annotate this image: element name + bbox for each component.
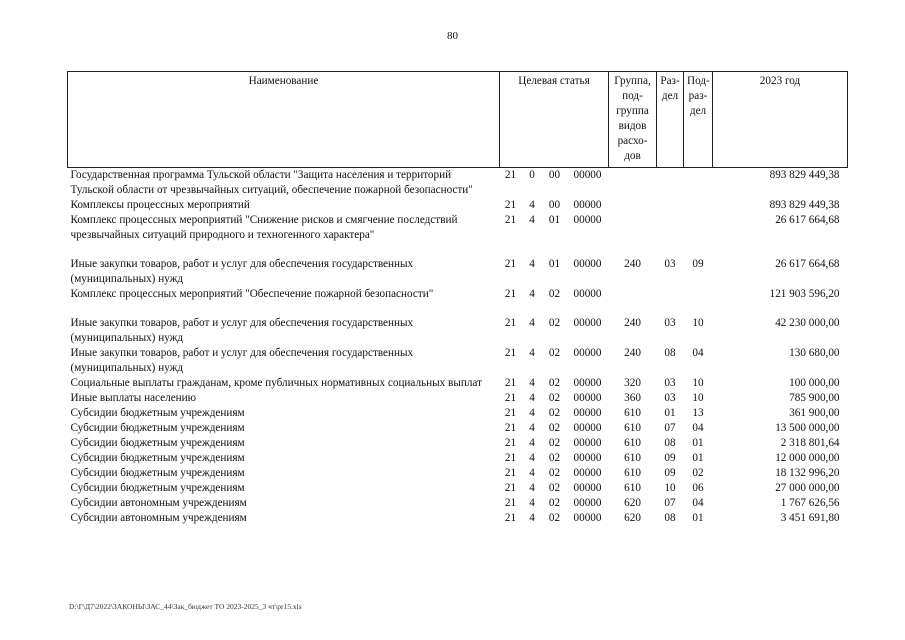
row-name: Иные выплаты населению bbox=[70, 392, 196, 404]
target-article-direction: 00000 bbox=[573, 377, 602, 389]
target-article-type: 0 bbox=[529, 169, 535, 181]
expense-group bbox=[609, 287, 657, 302]
target-article-direction: 00000 bbox=[573, 482, 602, 494]
expense-group: 620 bbox=[624, 512, 641, 524]
row-name: Комплексы процессных мероприятий bbox=[70, 199, 250, 211]
row-name: Субсидии бюджетным учреждениям bbox=[70, 407, 245, 419]
page-number: 80 bbox=[447, 30, 458, 42]
target-article-direction: 00000 bbox=[573, 437, 602, 449]
expense-group: 620 bbox=[624, 497, 641, 509]
header-group: Группа, под- группа видов расхо- дов bbox=[609, 72, 657, 168]
table-row bbox=[68, 287, 848, 302]
amount-2023: 1 767 626,56 bbox=[780, 497, 840, 509]
table-row bbox=[68, 436, 848, 451]
amount-2023: 130 680,00 bbox=[789, 347, 840, 359]
target-article-direction: 00000 bbox=[573, 214, 602, 226]
target-article-event: 02 bbox=[548, 392, 561, 404]
section-code: 09 bbox=[664, 452, 676, 464]
target-article-event: 00 bbox=[548, 169, 561, 181]
target-article-direction: 00000 bbox=[573, 452, 602, 464]
target-article-program: 21 bbox=[504, 288, 517, 300]
target-article-event: 02 bbox=[548, 452, 561, 464]
amount-2023: 2 318 801,64 bbox=[780, 437, 840, 449]
section-code bbox=[657, 198, 684, 213]
target-article-type: 4 bbox=[529, 497, 535, 509]
target-article-type: 4 bbox=[529, 422, 535, 434]
expense-group: 320 bbox=[624, 377, 641, 389]
section-code: 03 bbox=[664, 317, 676, 329]
target-article-program: 21 bbox=[504, 377, 517, 389]
table-header-row bbox=[68, 72, 848, 168]
target-article-event: 02 bbox=[548, 347, 561, 359]
target-article-event: 00 bbox=[548, 199, 561, 211]
target-article-program: 21 bbox=[504, 169, 517, 181]
target-article-program: 21 bbox=[504, 407, 517, 419]
expense-group: 610 bbox=[624, 422, 641, 434]
subsection-code: 10 bbox=[692, 317, 704, 329]
budget-table bbox=[67, 71, 848, 526]
target-article-direction: 00000 bbox=[573, 422, 602, 434]
target-article-type: 4 bbox=[529, 199, 535, 211]
subsection-code: 02 bbox=[692, 467, 704, 479]
amount-2023: 12 000 000,00 bbox=[775, 452, 840, 464]
subsection-code: 06 bbox=[692, 482, 704, 494]
section-code: 07 bbox=[664, 497, 676, 509]
target-article-type: 4 bbox=[529, 258, 535, 270]
header-section: Раз- дел bbox=[657, 72, 684, 168]
amount-2023: 100 000,00 bbox=[789, 377, 840, 389]
amount-2023: 893 829 449,38 bbox=[769, 169, 840, 181]
row-name: Комплекс процессных мероприятий "Обеспечение пожарной безопасности" bbox=[70, 288, 434, 300]
subsection-code: 10 bbox=[692, 377, 704, 389]
row-name: Субсидии бюджетным учреждениям bbox=[70, 467, 245, 479]
table-row bbox=[68, 391, 848, 406]
target-article-type: 4 bbox=[529, 288, 535, 300]
expense-group: 240 bbox=[624, 258, 641, 270]
section-code: 08 bbox=[664, 512, 676, 524]
section-code: 07 bbox=[664, 422, 676, 434]
expense-group: 610 bbox=[624, 437, 641, 449]
row-name: Субсидии бюджетным учреждениям bbox=[70, 452, 245, 464]
target-article-type: 4 bbox=[529, 452, 535, 464]
subsection-code bbox=[684, 168, 713, 199]
section-code: 08 bbox=[664, 437, 676, 449]
target-article-event: 02 bbox=[548, 377, 561, 389]
amount-2023: 18 132 996,20 bbox=[775, 467, 840, 479]
row-name: Субсидии автономным учреждениям bbox=[70, 512, 247, 524]
expense-group: 240 bbox=[624, 317, 641, 329]
section-code: 09 bbox=[664, 467, 676, 479]
target-article-event: 02 bbox=[548, 437, 561, 449]
target-article-type: 4 bbox=[529, 347, 535, 359]
row-name: Субсидии автономным учреждениям bbox=[70, 497, 247, 509]
target-article-event: 02 bbox=[548, 422, 561, 434]
table-row bbox=[68, 496, 848, 511]
row-name: Комплекс процессных мероприятий "Снижение рисков и смягчение последствий чрезвычайных ситуаций природного и техногенного характера" bbox=[70, 214, 458, 241]
expense-group: 610 bbox=[624, 407, 641, 419]
row-name: Субсидии бюджетным учреждениям bbox=[70, 422, 245, 434]
target-article-direction: 00000 bbox=[573, 407, 602, 419]
section-code bbox=[657, 213, 684, 243]
target-article-type: 4 bbox=[529, 214, 535, 226]
subsection-code bbox=[684, 287, 713, 302]
target-article-program: 21 bbox=[504, 199, 517, 211]
subsection-code bbox=[684, 213, 713, 243]
target-article-program: 21 bbox=[504, 392, 517, 404]
section-code bbox=[657, 168, 684, 199]
target-article-direction: 00000 bbox=[573, 169, 602, 181]
amount-2023: 893 829 449,38 bbox=[769, 199, 840, 211]
row-name: Субсидии бюджетным учреждениям bbox=[70, 482, 245, 494]
amount-2023: 42 230 000,00 bbox=[775, 317, 840, 329]
target-article-program: 21 bbox=[504, 347, 517, 359]
target-article-direction: 00000 bbox=[573, 497, 602, 509]
header-year: 2023 год bbox=[713, 72, 848, 168]
section-code: 03 bbox=[664, 392, 676, 404]
table-row bbox=[68, 406, 848, 421]
target-article-direction: 00000 bbox=[573, 392, 602, 404]
subsection-code: 13 bbox=[692, 407, 704, 419]
table-row bbox=[68, 243, 848, 287]
expense-group: 610 bbox=[624, 452, 641, 464]
subsection-code: 01 bbox=[692, 452, 704, 464]
target-article-event: 02 bbox=[548, 288, 561, 300]
section-code: 08 bbox=[664, 347, 676, 359]
table-row bbox=[68, 421, 848, 436]
table-row bbox=[68, 198, 848, 213]
target-article-event: 02 bbox=[548, 512, 561, 524]
expense-group: 610 bbox=[624, 467, 641, 479]
header-name: Наименование bbox=[68, 72, 500, 168]
row-name: Иные закупки товаров, работ и услуг для обеспечения государственных (муниципальных) нужд bbox=[70, 317, 414, 344]
target-article-program: 21 bbox=[504, 214, 517, 226]
target-article-program: 21 bbox=[504, 437, 517, 449]
target-article-type: 4 bbox=[529, 512, 535, 524]
row-name: Социальные выплаты гражданам, кроме публичных нормативных социальных выплат bbox=[70, 377, 482, 389]
expense-group: 360 bbox=[624, 392, 641, 404]
amount-2023: 27 000 000,00 bbox=[775, 482, 840, 494]
target-article-program: 21 bbox=[504, 452, 517, 464]
expense-group: 240 bbox=[624, 347, 641, 359]
subsection-code bbox=[684, 198, 713, 213]
target-article-event: 02 bbox=[548, 482, 561, 494]
row-name: Иные закупки товаров, работ и услуг для обеспечения государственных (муниципальных) нужд bbox=[70, 347, 414, 374]
table-row bbox=[68, 451, 848, 466]
target-article-type: 4 bbox=[529, 407, 535, 419]
subsection-code: 09 bbox=[692, 258, 704, 270]
amount-2023: 13 500 000,00 bbox=[775, 422, 840, 434]
target-article-program: 21 bbox=[504, 482, 517, 494]
row-name: Субсидии бюджетным учреждениям bbox=[70, 437, 245, 449]
subsection-code: 01 bbox=[692, 437, 704, 449]
target-article-program: 21 bbox=[504, 317, 517, 329]
subsection-code: 04 bbox=[692, 422, 704, 434]
target-article-type: 4 bbox=[529, 377, 535, 389]
target-article-direction: 00000 bbox=[573, 317, 602, 329]
section-code bbox=[657, 287, 684, 302]
table-row bbox=[68, 213, 848, 243]
target-article-type: 4 bbox=[529, 482, 535, 494]
target-article-type: 4 bbox=[529, 317, 535, 329]
target-article-direction: 00000 bbox=[573, 467, 602, 479]
target-article-direction: 00000 bbox=[573, 512, 602, 524]
amount-2023: 361 900,00 bbox=[789, 407, 840, 419]
table-row bbox=[68, 302, 848, 346]
expense-group bbox=[609, 198, 657, 213]
target-article-program: 21 bbox=[504, 258, 517, 270]
row-name: Иные закупки товаров, работ и услуг для обеспечения государственных (муниципальных) нужд bbox=[70, 258, 414, 285]
subsection-code: 04 bbox=[692, 497, 704, 509]
target-article-direction: 00000 bbox=[573, 288, 602, 300]
row-name: Государственная программа Тульской области "Защита населения и территорий Тульской области от чрезвычайных ситуаций, обеспечение пожарной безопасности" bbox=[70, 169, 473, 196]
expense-group: 610 bbox=[624, 482, 641, 494]
section-code: 10 bbox=[664, 482, 676, 494]
subsection-code: 10 bbox=[692, 392, 704, 404]
target-article-program: 21 bbox=[504, 512, 517, 524]
target-article-event: 02 bbox=[548, 317, 561, 329]
expense-group bbox=[609, 168, 657, 199]
target-article-direction: 00000 bbox=[573, 347, 602, 359]
expense-group bbox=[609, 213, 657, 243]
target-article-direction: 00000 bbox=[573, 199, 602, 211]
table-row bbox=[68, 481, 848, 496]
amount-2023: 785 900,00 bbox=[789, 392, 840, 404]
target-article-event: 02 bbox=[548, 497, 561, 509]
target-article-direction: 00000 bbox=[573, 258, 602, 270]
header-target-article: Целевая статья bbox=[500, 72, 609, 168]
amount-2023: 121 903 596,20 bbox=[769, 288, 840, 300]
section-code: 03 bbox=[664, 258, 676, 270]
file-path: D:\Г\Д7\2022\ЗАКОНЫ\ЗАС_44\Зак_бюджет ТО 2023-2025_3 чт\pr15.xls bbox=[69, 602, 302, 611]
amount-2023: 3 451 691,80 bbox=[780, 512, 840, 524]
target-article-type: 4 bbox=[529, 437, 535, 449]
target-article-event: 02 bbox=[548, 407, 561, 419]
table-row bbox=[68, 511, 848, 526]
subsection-code: 01 bbox=[692, 512, 704, 524]
amount-2023: 26 617 664,68 bbox=[775, 214, 840, 226]
amount-2023: 26 617 664,68 bbox=[775, 258, 840, 270]
table-row bbox=[68, 376, 848, 391]
table-row bbox=[68, 168, 848, 199]
section-code: 01 bbox=[664, 407, 676, 419]
header-subsection: Под- раз- дел bbox=[684, 72, 713, 168]
subsection-code: 04 bbox=[692, 347, 704, 359]
target-article-event: 02 bbox=[548, 467, 561, 479]
section-code: 03 bbox=[664, 377, 676, 389]
target-article-program: 21 bbox=[504, 422, 517, 434]
target-article-event: 01 bbox=[548, 214, 561, 226]
target-article-event: 01 bbox=[548, 258, 561, 270]
table-row bbox=[68, 346, 848, 376]
target-article-type: 4 bbox=[529, 392, 535, 404]
target-article-program: 21 bbox=[504, 467, 517, 479]
target-article-program: 21 bbox=[504, 497, 517, 509]
table-row bbox=[68, 466, 848, 481]
target-article-type: 4 bbox=[529, 467, 535, 479]
